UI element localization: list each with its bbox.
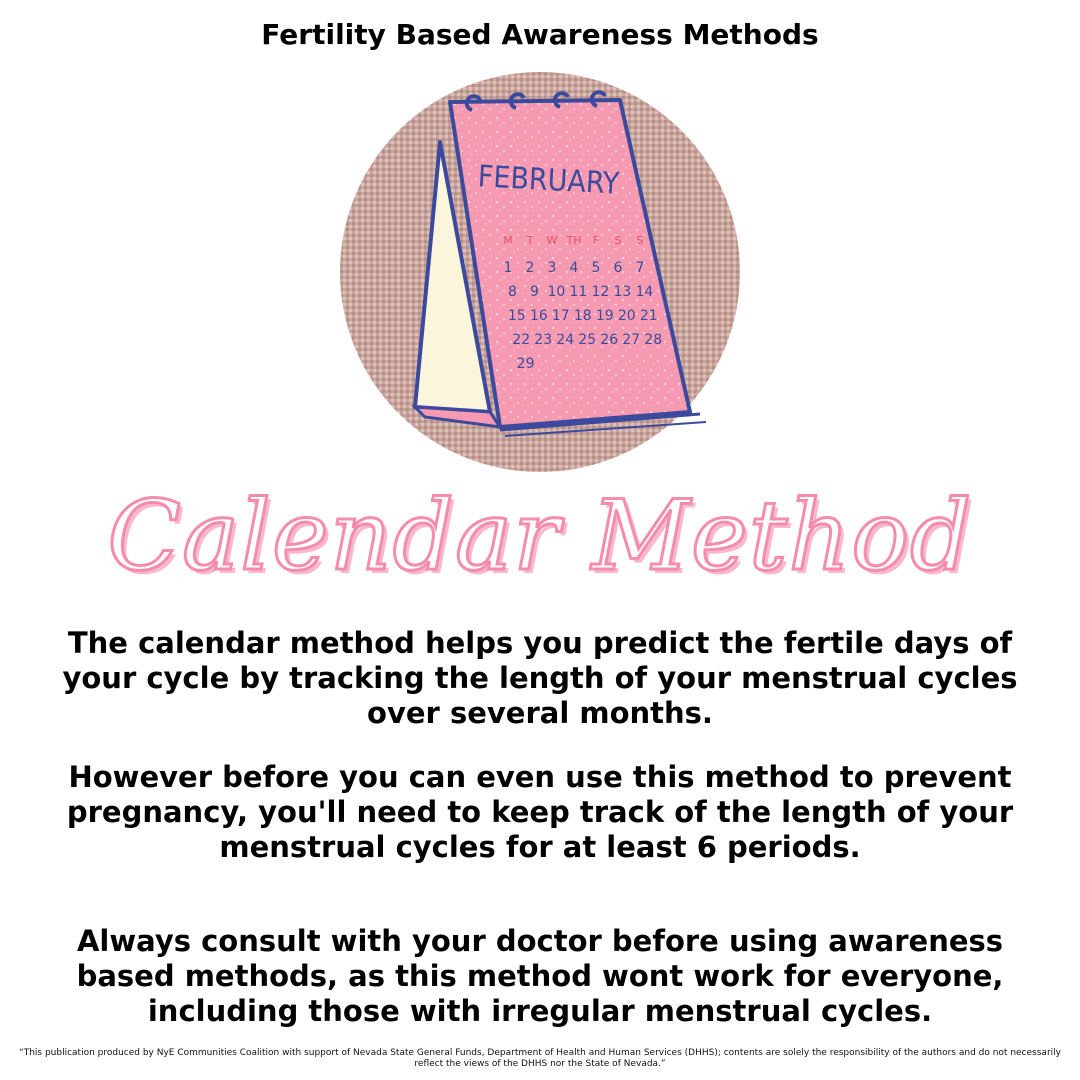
day-number: 18 [573, 308, 592, 324]
day-number: 28 [644, 332, 663, 348]
day-number: 2 [525, 260, 535, 276]
day-number: 23 [534, 332, 553, 348]
day-number: 8 [507, 284, 517, 300]
day-number: 19 [595, 308, 614, 324]
weekday-label: S [636, 234, 644, 247]
calendar-illustration [340, 72, 740, 472]
day-number: 10 [547, 284, 566, 300]
day-number: 14 [635, 284, 654, 300]
weekday-label: S [614, 234, 622, 247]
tracking-paragraph: However before you can even use this method to prevent pregnancy, you'll need to keep track of the length of your menstrual cycles for at least 6 periods. [66, 760, 1014, 864]
day-number: 22 [512, 332, 531, 348]
day-number: 12 [591, 284, 610, 300]
weekday-label: F [592, 234, 600, 247]
day-number: 21 [639, 308, 658, 324]
day-number: 29 [516, 356, 535, 372]
page-title: Fertility Based Awareness Methods [261, 18, 819, 51]
day-number: 26 [600, 332, 619, 348]
day-number: 17 [551, 308, 570, 324]
day-number: 7 [635, 260, 645, 276]
day-number: 25 [578, 332, 597, 348]
day-number: 24 [556, 332, 575, 348]
day-number: 20 [617, 308, 636, 324]
consult-paragraph: Always consult with your doctor before using awareness based methods, as this method wont work for everyone, including those with irregular menstrual cycles. [76, 924, 1004, 1028]
weekday-label: M [503, 234, 513, 247]
day-number: 16 [529, 308, 548, 324]
weekday-label: W [546, 234, 558, 247]
method-title: Calendar Method [107, 480, 973, 592]
weekday-label: TH [566, 234, 582, 247]
intro-paragraph: The calendar method helps you predict the fertile days of your cycle by tracking the length of your menstrual cycles over several months. [62, 626, 1018, 730]
day-number: 27 [622, 332, 641, 348]
day-number: 15 [507, 308, 526, 324]
day-number: 4 [569, 260, 579, 276]
day-number: 13 [613, 284, 632, 300]
calendar-month: FEBRUARY [476, 159, 621, 202]
funding-disclaimer: “This publication produced by NyE Communities Coalition with support of Nevada State General Funds, Department of Health and Human Services (DHHS); contents are solely the responsibility of the authors and do not necessarily reflect the views of the DHHS nor the State of Nevada.” [19, 1048, 1061, 1069]
day-number: 1 [503, 260, 513, 276]
day-number: 9 [529, 284, 539, 300]
day-number: 3 [547, 260, 557, 276]
weekday-label: T [526, 234, 534, 247]
day-number: 6 [613, 260, 623, 276]
day-number: 11 [569, 284, 588, 300]
day-number: 5 [591, 260, 601, 276]
